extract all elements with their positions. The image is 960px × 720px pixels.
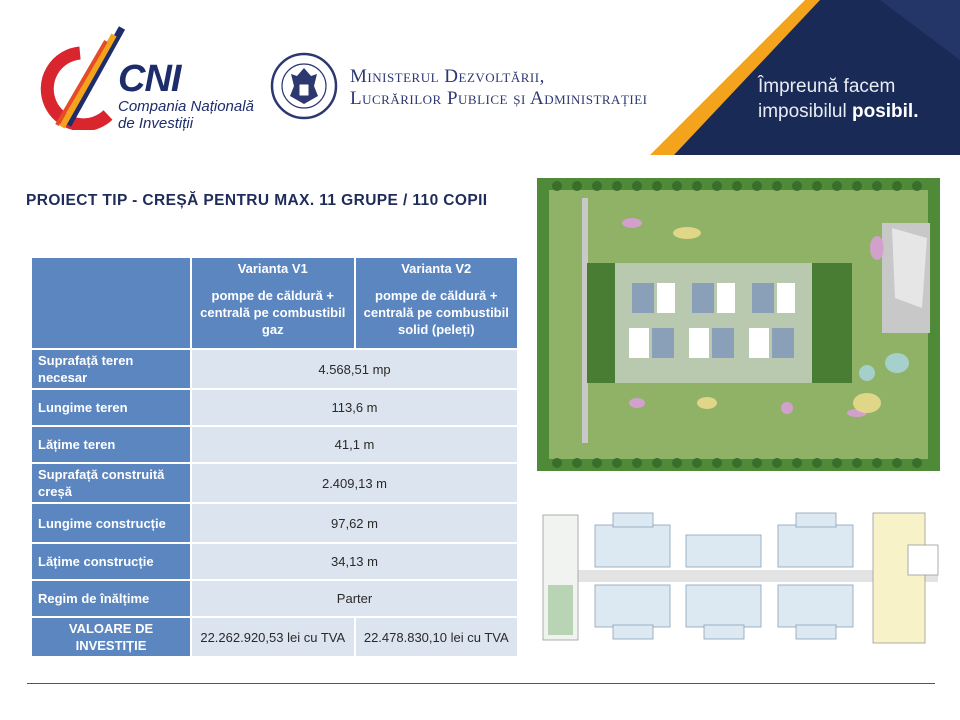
cni-logo-text: CNI xyxy=(118,58,181,100)
column-header-v2 xyxy=(355,257,519,349)
table-footer-row xyxy=(31,617,518,657)
column-header-v1 xyxy=(191,257,355,349)
slogan-line2-bold: posibil. xyxy=(851,101,919,122)
cni-logo-mark xyxy=(40,25,125,130)
floor-plan-image xyxy=(538,505,940,650)
row-value: Parter xyxy=(191,580,518,617)
footer-divider xyxy=(27,683,935,684)
row-value: 113,6 m xyxy=(191,389,518,426)
slogan-line2-prefix: imposibilul xyxy=(758,101,852,122)
row-label: Suprafață construită creșă xyxy=(31,463,191,503)
site-plan-image xyxy=(537,178,940,471)
ministry-name-line1: Ministerul Dezvoltării, xyxy=(350,66,545,87)
slogan-line1: Împreună facem xyxy=(758,76,896,97)
row-label: Lungime construcție xyxy=(31,503,191,543)
row-label: Regim de înălțime xyxy=(31,580,191,617)
page-title: PROIECT TIP - CREȘĂ PENTRU MAX. 11 GRUPE / 110 COPII xyxy=(26,192,488,209)
table-row xyxy=(31,389,518,426)
table-row xyxy=(31,426,518,463)
row-value: 4.568,51 mp xyxy=(191,349,518,389)
table-corner-cell xyxy=(31,257,191,349)
table-row xyxy=(31,463,518,503)
column-header-v1-name: Varianta V1 xyxy=(237,261,308,276)
column-header-v2-desc: pompe de căldură + centrală pe combustibil solid (peleți) xyxy=(363,288,509,337)
table-row xyxy=(31,580,518,617)
table-row xyxy=(31,543,518,580)
table-row xyxy=(31,349,518,389)
project-specs-table xyxy=(30,256,519,658)
cni-logo-subtitle-line1: Compania Națională xyxy=(118,98,254,115)
investment-value-label: VALOARE DE INVESTIȚIE xyxy=(31,617,191,657)
row-label: Lățime teren xyxy=(31,426,191,463)
row-value: 34,13 m xyxy=(191,543,518,580)
column-header-v1-desc: pompe de căldură + centrală pe combustibil gaz xyxy=(200,288,346,337)
investment-value-v2: 22.478.830,10 lei cu TVA xyxy=(355,617,519,657)
row-label: Suprafață teren necesar xyxy=(31,349,191,389)
row-value: 41,1 m xyxy=(191,426,518,463)
row-label: Lățime construcție xyxy=(31,543,191,580)
investment-value-v1: 22.262.920,53 lei cu TVA xyxy=(191,617,355,657)
ministry-name-line2: Lucrărilor Publice și Administrației xyxy=(350,88,648,109)
table-row xyxy=(31,503,518,543)
row-value: 97,62 m xyxy=(191,503,518,543)
cni-logo-subtitle-line2: de Investiții xyxy=(118,115,194,132)
row-label: Lungime teren xyxy=(31,389,191,426)
slogan-line2 xyxy=(758,101,918,123)
column-header-v2-name: Varianta V2 xyxy=(401,261,472,276)
government-seal-icon xyxy=(270,52,338,120)
row-value: 2.409,13 m xyxy=(191,463,518,503)
